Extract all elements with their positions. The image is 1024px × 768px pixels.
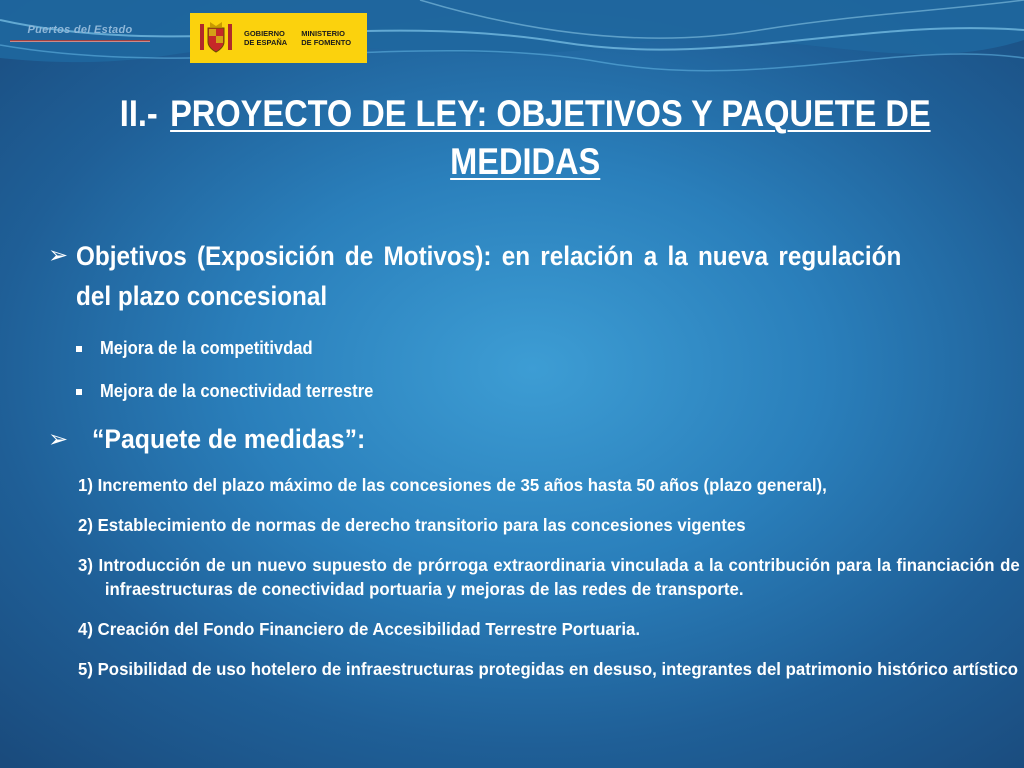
sub-bullet-text: Mejora de la competitivdad	[100, 338, 313, 358]
gobierno-text: GOBIERNO DE ESPAÑA	[244, 29, 288, 47]
brand-underline	[10, 40, 150, 41]
measure-item: 3) Introducción de un nuevo supuesto de prórroga extraordinaria vinculada a la contribución para la financiación de infraestructuras de conectividad portuaria y mejoras de las redes de transporte.	[78, 555, 1020, 599]
slide-title	[50, 90, 1000, 186]
ministerio-text: MINISTERIO DE FOMENTO	[301, 29, 352, 47]
brand-text: Puertos del Estado	[27, 24, 133, 36]
measure-item: 4) Creación del Fondo Financiero de Accesibilidad Terrestre Portuaria.	[78, 619, 641, 639]
objectives-text: Objetivos (Exposición de Motivos): en relación a la nueva regulación del plazo concesional	[76, 241, 902, 311]
square-bullet-icon	[76, 389, 82, 395]
measure-item: 2) Establecimiento de normas de derecho transitorio para las concesiones vigentes	[78, 515, 746, 535]
measure-item: 5) Posibilidad de uso hotelero de infraestructuras protegidas en desuso, integrantes del patrimonio histórico artístico	[78, 659, 1019, 679]
arrow-bullet-icon: ➢	[48, 242, 69, 269]
package-heading: “Paquete de medidas”:	[92, 424, 366, 454]
title-text: PROYECTO DE LEY: OBJETIVOS Y PAQUETE DE MEDIDAS	[170, 93, 931, 182]
package-bullet	[48, 424, 993, 455]
measure-item: 1) Incremento del plazo máximo de las concesiones de 35 años hasta 50 años (plazo general),	[78, 475, 827, 495]
coat-of-arms-icon	[196, 18, 236, 58]
government-logo	[190, 13, 367, 63]
slide-content	[48, 236, 1020, 697]
sub-bullet-text: Mejora de la conectividad terrestre	[100, 381, 374, 401]
sub-bullet	[76, 338, 993, 359]
objectives-bullet	[48, 236, 993, 316]
arrow-bullet-icon: ➢	[48, 426, 69, 453]
measures-list	[78, 473, 1020, 681]
sub-bullet	[76, 381, 993, 402]
title-number: II.-	[119, 93, 158, 134]
square-bullet-icon	[76, 346, 82, 352]
puertos-del-estado-logo	[10, 24, 150, 41]
